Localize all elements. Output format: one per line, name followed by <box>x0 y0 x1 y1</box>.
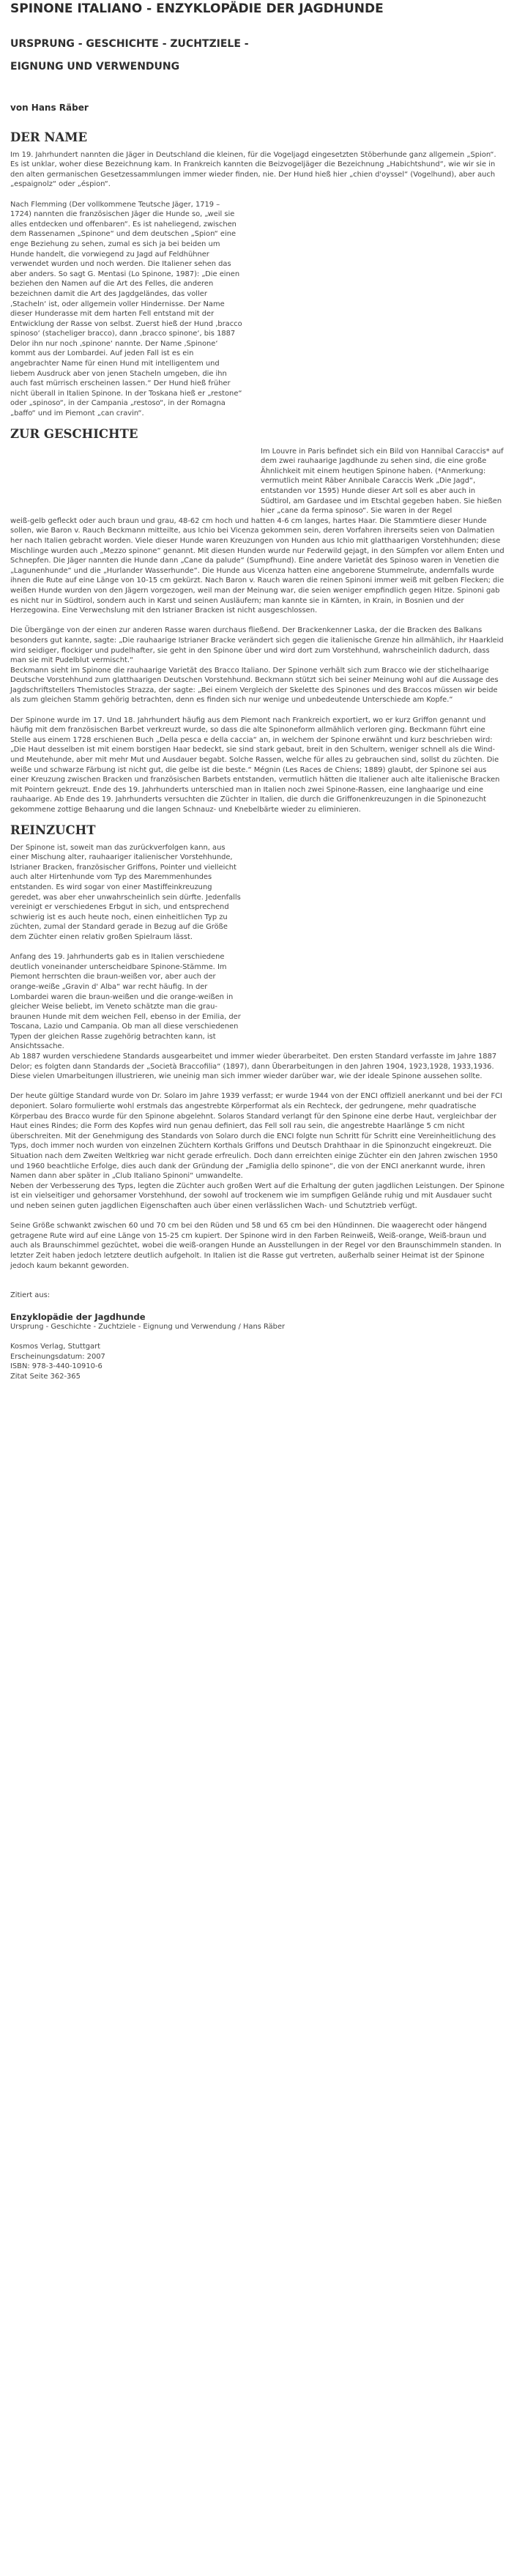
history-paragraph-3: Beckmann sieht im Spinone die rauhaarige Varietät des Bracco Italiano. Der Spinone verhält sich zum Bracco wie der stichelhaarige Deutsche Vorstehhund zum glatthaarigen Deutschen Vorstehhund. Beckmann stützt sich bei seiner Meinung wohl auf die Aussage des Jagdschriftstellers Themistocles Strazza, der sagte: „Bei einem Vergleich der Skelette des Spinones und des Braccos müssen wir beide als zum gleichen Stamm gehörig betrachten, denn es finden sich nur wenige und unbedeutende Unterschiede am Kopfe.“ <box>10 666 499 705</box>
citation-book-subtitle: Ursprung - Geschichte - Zuchtziele - Eignung und Verwendung / Hans Räber <box>10 1323 286 1332</box>
breeding-paragraph-4: Der heute gültige Standard wurde von Dr. Solaro im Jahre 1939 verfasst; er wurde 1944 von der ENCI offiziell anerkannt und bei der FCI deponiert. Solaro formulierte wohl erstmals das angestrebte Körperformat als ein Rechteck, der gedrungene, mehr quadratische Körperbau des Bracco wurde für den Spinone abgelehnt. Solaros Standard verlangt für den Spinone eine derbe Haut, vergleichbar der Haut eines Rindes; die Form des Kopfes wird nun genau definiert, das Fell soll rau sein, die angestrebte Haarlänge 5 cm nicht überschreiten. Mit der Genehmigung des Standards von Solaro durch die ENCI folgte nun Schritt für Schritt eine Vereinheitlichung des Typs, doch immer noch wurden von einzelnen Züchtern Korthals Griffons und Deutsch Drahthaar in die Spinonzucht eingekreuzt. Die Situation nach dem Zweiten Weltkrieg war nicht gerade erfreulich. Doch dann erreichten einige Züchter ein den Jahren zwischen 1950 und 1960 beachtliche Erfolge, dies auch dank der Gründung der „Famiglia dello spinone“, die von der ENCI anerkannt wurde, ihren Namen dann aber später in „Club Italiano Spinoni“ umwandelte. <box>10 1092 502 1181</box>
breeding-paragraph-5: Neben der Verbesserung des Typs, legten die Züchter auch großen Wert auf die Erhaltung der guten jagdlichen Leistungen. Der Spinone ist ein vielseitiger und gehorsamer Vorstehhund, der sowohl auf trockenem wie im sumpfigen Gelände ruhig und mit Ausdauer sucht und neben seinen guten jagdlichen Eigenschaften auch über einen verlässlichen Wach- und Schutztrieb verfügt. <box>10 1181 504 1210</box>
history-paragraph-1: weiß-gelb gefleckt oder auch braun und grau, 48-62 cm hoch und hatten 4-6 cm langes, hartes Haar. Die Stammtiere dieser Hunde sollen, wie Baron v. Rauch Beckmann mitteilte, aus Ichio bei Vicenza gekommen sein, deren Vorfahren ihrerseits seien von Dalmatien her nach Italien gebracht worden. Viele dieser Hunde waren Kreuzungen von Hunden aus Ichio mit glatthaarigen Vorstehhunden; diese Mischlinge wurden auch „Mezzo spinone“ genannt. Mit diesen Hunden wurde nur Federwild gejagt, in den Sümpfen vor allem Enten und Schnepfen. Die Jäger nannten die Hunde dann „Cane da palude“ (Sumpfhund). Eine andere Varietät des Spinoso waren in Venetien die „Lagunenhunde“ und die „Hurlander Wasserhunde“. Die Hunde aus Vicenza hatten eine angeborene Stummelrute, andernfalls wurde ihnen die Rute auf eine Länge von 10-15 cm gekürzt. Nach Baron v. Rauch waren die reinen Spinoni immer weiß mit gelben Flecken; die weißen Hunde wurden von den Jägern vorgezogen, weil man der Meinung war, die seien weniger empfindlich gegen Hitze. Spinoni gab es nicht nur in Südtirol, sondern auch in Karst und seinen Ausläufern; man kannte sie in Kärnten, in Krain, in Bosnien und der Herzegowina. Eine Verwechslung mit den Istrianer Bracken ist nicht ausgeschlossen. <box>10 516 504 615</box>
citation-book-title: Enzyklopädie der Jagdhunde <box>10 1311 146 1322</box>
section-heading-name: DER NAME <box>10 130 88 144</box>
citation-published-date: Erscheinungsdatum: 2007 <box>10 1352 105 1361</box>
history-paragraph-2: Die Übergänge von der einen zur anderen Rasse waren durchaus fließend. Der Brackenkenner Laska, der die Bracken des Balkans besonders gut kannte, sagte: „Die rauhaarige Istrianer Bracke verändert sich gegen die italienische Grenze hin allmählich, ihr Haarkleid wird seidiger, flockiger und pudelhafter, sie geht in den Spinone über und wird dort zum Vorstehhund, wahrscheinlich dadurch, dass man sie mit Pudelblut vermischt.“ <box>10 626 504 665</box>
breeding-paragraph-1: Der Spinone ist, soweit man das zurückverfolgen kann, aus einer Mischung alter, rauhaariger italienischer Vorstehhunde, Istrianer Bracken, französischer Griffons, Pointer und vielleicht auch alter Hirtenhunde vom Typ des Maremmenhundes entstanden. Es wird sogar von einer Mastiffeinkreuzung geredet, was aber eher unwahrscheinlich sein dürfte. Jedenfalls vereinigt er verschiedenes Erbgut in sich, und entsprechend schwierig ist es auch heute noch, einen einheitlichen Typ zu züchten, zumal der Standard gerade in Bezug auf die Größe dem Züchter einen relativ großen Spielraum lässt. <box>10 843 241 941</box>
name-paragraph-2: Nach Flemming (Der vollkommene Teutsche Jäger, 1719 – 1724) nannten die französischen Jäger die Hunde so, „weil sie alles entdecken und offenbaren“. Es ist naheliegend, zwischen dem Rassenamen „Spinone“ und dem deutschen „Spion“ eine enge Beziehung zu sehen, zumal es sich ja bei beiden um Hunde handelt, die vorwiegend zu Jagd auf Feldhühner verwendet wurden und noch werden. Die Italiener sehen das aber anders. So sagt G. Mentasi (Lo Spinone, 1987): „Die einen beziehen den Namen auf die Art des Felles, die anderen bezeichnen damit die Art des Jagdgeländes, das voller ‚Stacheln‘ ist, oder allgemein voller Hindernisse. Der Name dieser Hunderasse mit dem harten Fell entstand mit der Entwicklung der Rasse von selbst. Zuerst hieß der Hund ‚bracco spinoso‘ (stacheliger bracco), dann ‚bracco spinone‘, bis 1887 Delor ihn nur noch ‚spinone‘ nannte. Der Name ‚Spinone‘ kommt aus der Lombardei. Auf jeden Fall ist es ein angebrachter Name für einen Hund mit intelligentem und liebem Ausdruck aber von jenen Stacheln umgeben, die ihn auch fast mürrisch erscheinen lassen.“ Der Hund hieß früher nicht überall in Italien Spinone. In der Toskana hieß er „restone“ oder „spinoso“, in der Campania „restoso“, in der Romagna „baffo“ und im Piemont „can cravin“. <box>10 200 242 418</box>
author-line: von Hans Räber <box>10 103 89 113</box>
citation-isbn: ISBN: 978-3-440-10910-6 <box>10 1362 103 1371</box>
section-heading-history: ZUR GESCHICHTE <box>10 426 138 441</box>
history-intro-right-column: Im Louvre in Paris befindet sich ein Bild von Hannibal Caraccis* auf dem zwei rauhaarige Jagdhunde zu sehen sind, die eine große Ähnlichkeit mit einem heutigen Spinone haben. (*Anmerkung: vermutlich meint Räber Annibale Caraccis Werk „Die Jagd“, entstanden vor 1595) Hunde dieser Art soll es aber auch in Südtirol, am Gardasee und im Etschtal gegeben haben. Sie hießen hier „cane da ferma spinoso“. Sie waren in der Regel <box>261 447 504 516</box>
citation-publisher: Kosmos Verlag, Stuttgart <box>10 1343 100 1351</box>
name-paragraph-1: Im 19. Jahrhundert nannten die Jäger in Deutschland die kleinen, für die Vogeljagd eingesetzten Stöberhunde ganz allgemein „Spion“. Es ist unklar, woher diese Bezeichnung kam. In Frankreich kannten die Beizvogeljäger die Bezeichnung „Habichtshund“, wie wir sie in den alten germanischen Gesetzessammlungen immer wieder finden, nie. Der Hund hieß hier „chien d'oyssel“ (Vogelhund), aber auch „espaignolz“ oder „éspion“. <box>10 150 496 189</box>
section-heading-breeding: REINZUCHT <box>10 823 96 837</box>
citation-pages: Zitat Seite 362-365 <box>10 1373 81 1381</box>
breeding-paragraph-3: Ab 1887 wurden verschiedene Standards ausgearbeitet und immer wieder überarbeitet. Den ersten Standard verfasste im Jahre 1887 Delor; es folgten dann Standards der „Società Braccofilia“ (1897), dann Überarbeitungen in den Jahren 1904, 1923,1928, 1933,1936. Diese vielen Umarbeitungen illustrieren, wie uneinig man sich immer wieder darüber war, wie der ideale Spinone aussehen sollte. <box>10 1053 497 1081</box>
subtitle-line-1: URSPRUNG - GESCHICHTE - ZUCHTZIELE - <box>10 38 249 50</box>
article-title: SPINONE ITALIANO - ENZYKLOPÄDIE DER JAGDHUNDE <box>10 1 384 16</box>
breeding-paragraph-2: Anfang des 19. Jahrhunderts gab es in Italien verschiedene deutlich voneinander unterscheidbare Spinone-Stämme. Im Piemont herrschten die braun-weißen vor, aber auch der orange-weiße „Gravin d' Alba“ war recht häufig. In der Lombardei waren die braun-weißen und die orange-weißen in gleicher Weise beliebt, im Veneto schätzte man die grau-braunen Hunde mit dem weichen Fell, ebenso in der Emilia, der Toscana, Lazio und Campania. Ob man all diese verschiedenen Typen der gleichen Rasse zugehörig betrachten kann, ist Ansichtssache. <box>10 953 241 1051</box>
history-paragraph-4: Der Spinone wurde im 17. Und 18. Jahrhundert häufig aus dem Piemont nach Frankreich exportiert, wo er kurz Griffon genannt und häufig mit dem französischen Barbet verkreuzt wurde, so dass die alte Spinoneform allmählich verloren ging. Beckmann führt eine Stelle aus einem 1728 erschienen Buch „Della pesca e della caccia“ an, in welchem der Spinone erwähnt und kurz beschrieben wird: „Die Haut desselben ist mit einem borstigen Haar bedeckt, sie sind stark gebaut, breit in den Schultern, weniger schnell als die Wind- und Meutehunde, aber mit mehr Mut und Ausdauer begabt. Solche Rassen, welche für alles zu gebrauchen sind, sollst du züchten. Die weiße und schwarze Färbung ist nicht gut, die gelbe ist die beste.“ Mégnin (Les Races de Chiens; 1889) glaubt, der Spinone sei aus einer Kreuzung zwischen Bracken und französischen Barbets entstanden, vermutlich hätten die Italiener auch alte italienische Bracken mit Pointern gekreuzt. Ende des 19. Jahrhunderts unterschied man in Italien noch zwei Spinone-Rassen, eine langhaarige und eine rauhaarige. Ab Ende des 19. Jahrhunderts versuchten die Züchter in Italien, die durch die Griffonenkreuzungen in die Spinonezucht gekommene zottige Behaarung und die langen Schnauz- und Knebelbärte wieder zu eliminieren. <box>10 716 500 814</box>
breeding-paragraph-6: Seine Größe schwankt zwischen 60 und 70 cm bei den Rüden und 58 und 65 cm bei den Hündinnen. Die waagerecht oder hängend getragene Rute wird auf eine Länge von 15-25 cm kupiert. Der Spinone wird in den Farben Reinweiß, Weiß-orange, Weiß-braun und auch als Braunschimmel gezüchtet, wobei die weiß-orangen Hunde an Ausstellungen in der Regel vor den Braunschimmeln standen. In letzter Zeit haben jedoch letztere deutlich aufgeholt. In Italien ist die Rasse gut vertreten, außerhalb seiner Heimat ist der Spinone jedoch kaum bekannt geworden. <box>10 1222 502 1270</box>
citation-label: Zitiert aus: <box>10 1291 51 1300</box>
article-subtitle <box>10 33 505 78</box>
subtitle-line-2: EIGNUNG UND VERWENDUNG <box>10 61 180 73</box>
